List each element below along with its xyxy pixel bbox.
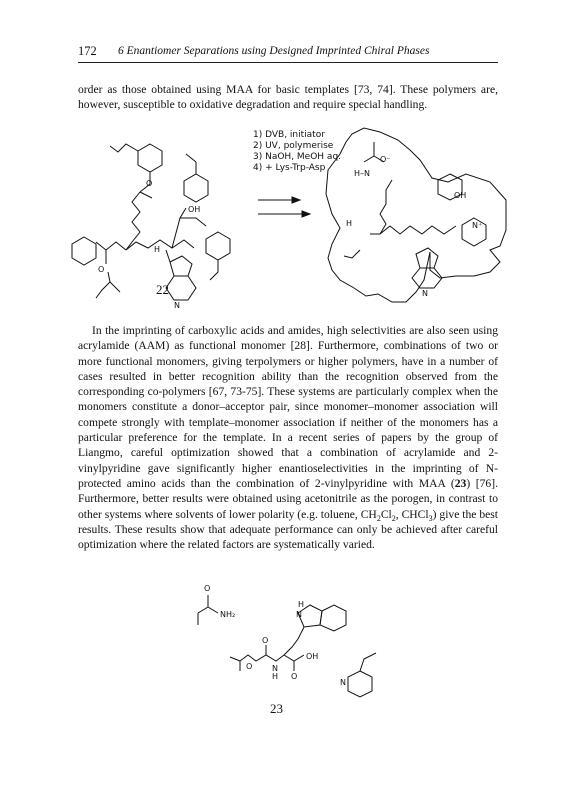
running-header bbox=[78, 44, 498, 63]
figure-23 bbox=[180, 575, 400, 715]
atom-label-oh: OH bbox=[188, 205, 201, 214]
compound-ref-23: 23 bbox=[454, 476, 467, 490]
vinylpyridine-structure bbox=[348, 653, 376, 697]
running-title: 6 Enantiomer Separations using Designed Imprinted Chiral Phases bbox=[118, 45, 430, 57]
compound-number-23: 23 bbox=[270, 701, 283, 716]
boc-chain bbox=[240, 655, 284, 661]
atom-label-h-cavity: H bbox=[346, 219, 353, 228]
pyridine-ring bbox=[348, 671, 372, 697]
backbone-chain bbox=[126, 192, 140, 250]
template-structure bbox=[72, 144, 230, 300]
peptide-left bbox=[96, 242, 126, 250]
paragraph-2-text-e: ) give the best results. These results show that adequate performance can only be achieved after careful optimization where the related factors are systematically varied. bbox=[78, 507, 499, 552]
subscript-1: 2 bbox=[376, 513, 381, 523]
paragraph-2-text-c: Cl bbox=[380, 507, 392, 521]
indole-link bbox=[166, 250, 170, 262]
label-oh: OH bbox=[306, 652, 319, 661]
pyridine-vinyl-group bbox=[360, 653, 376, 671]
indole-structure bbox=[284, 605, 346, 655]
label-boc-o: O bbox=[262, 636, 269, 645]
atom-label-o: O bbox=[146, 179, 153, 188]
indole-benzene bbox=[166, 276, 196, 300]
acrylamide-cn bbox=[208, 607, 218, 613]
subscript-2: 2 bbox=[391, 513, 396, 523]
pyridine-vinyl bbox=[210, 260, 218, 280]
carboxyl-bond bbox=[180, 218, 206, 226]
paragraph-2-text-a: In the imprinting of carboxylic acids and amides, high selectivities are also seen using acrylamide (AAM) as functional monomer [28]. Furthermore, combinations of two or more functional monomers, giving terpolymers or higher polymers, have in a number of cases resulted in better recognition ability than the recognition observed from the corresponding co-polymers [67, 73-75]. These systems are particularly complex when the monomers constitute a donor–acceptor pair, since monomer–monomer association will compete strongly with template–monomer association if neither of the monomers has a particular preference for the template. In a recent series of papers by the group of Liangmo, careful optimization showed that a combination of acrylamide and 2-vinylpyridine gave significantly higher enantioselectivities in the imprinting of N-protected amino acids than the combination of 2-vinylpyridine with MAA ( bbox=[78, 324, 498, 490]
paragraph-2-text-d: , CHCl bbox=[395, 507, 429, 521]
cavity-indole-benzene bbox=[412, 268, 442, 288]
paragraph-2 bbox=[78, 323, 498, 552]
vinyl-chain-top bbox=[110, 144, 138, 152]
subscript-3: 3 bbox=[428, 513, 433, 523]
condition-step-3: 3) NaOH, MeOH aq. bbox=[253, 152, 342, 162]
atom-label-o-minus: O⁻ bbox=[380, 155, 391, 164]
page-number: 172 bbox=[78, 44, 97, 58]
label-amide-h: H bbox=[272, 672, 279, 681]
benzene-ring-left bbox=[72, 237, 96, 265]
acid-chain bbox=[284, 655, 304, 661]
tbu-methyl-2 bbox=[230, 657, 240, 661]
atom-label-n-cavity-indole: N bbox=[422, 289, 428, 298]
ester-chain bbox=[96, 272, 110, 298]
label-o-acrylamide: O bbox=[204, 584, 211, 593]
reaction-arrows bbox=[258, 197, 310, 217]
label-nh2: NH₂ bbox=[220, 610, 236, 619]
arrow-upper-head bbox=[292, 197, 300, 203]
benzene-ring-top bbox=[138, 144, 162, 172]
atom-label-n-indole: N bbox=[174, 301, 180, 310]
paragraph-2-text-b: ) [76]. Furthermore, better results were obtained using acetonitrile as the porogen, in contrast to other systems where solvents of lower polarity (e.g. toluene, CH bbox=[78, 476, 498, 521]
condition-step-4: 4) + Lys-Trp-Asp bbox=[253, 163, 326, 173]
figure-23-drawing bbox=[180, 575, 400, 715]
imprinted-cavity bbox=[326, 128, 506, 302]
carbonyl-bond bbox=[140, 192, 152, 198]
label-indole-n: N bbox=[296, 610, 302, 619]
methyl-bond bbox=[110, 282, 120, 292]
label-pyridine-n: N bbox=[340, 678, 346, 687]
boc-amino-acid-structure bbox=[230, 645, 304, 671]
label-acid-o: O bbox=[291, 672, 298, 681]
cavity-ester bbox=[344, 250, 360, 258]
pyridine-ring-left bbox=[206, 232, 230, 260]
condition-step-2: 2) UV, polymerise bbox=[253, 141, 334, 151]
indole-ch2 bbox=[284, 627, 304, 655]
atom-label-oh-cavity: OH bbox=[454, 191, 467, 200]
compound-number-22: 22 bbox=[156, 282, 169, 297]
label-amide-n: N bbox=[272, 664, 278, 673]
atom-label-o-ester: O bbox=[98, 265, 105, 274]
benzene-ring-right bbox=[184, 174, 208, 202]
label-indole-h: H bbox=[298, 600, 305, 609]
paragraph-1: order as those obtained using MAA for basic templates [73, 74]. These polymers are, however, susceptible to oxidative degradation and require special handling. bbox=[78, 83, 498, 112]
atom-label-n-plus: N⁺ bbox=[472, 221, 483, 230]
indole-six-ring bbox=[320, 605, 346, 631]
indole-pyrrole bbox=[170, 256, 192, 276]
reaction-conditions bbox=[253, 130, 341, 174]
arrow-lower-head bbox=[302, 211, 310, 217]
vinyl-end bbox=[186, 154, 196, 162]
label-ester-o: O bbox=[246, 662, 253, 671]
atom-label-h-n: H–N bbox=[354, 169, 370, 178]
carboxylate-bond bbox=[364, 142, 374, 162]
cavity-outline bbox=[326, 128, 506, 302]
atom-label-h: H bbox=[154, 245, 161, 254]
reaction-scheme bbox=[70, 122, 510, 312]
aspartate-chain bbox=[172, 208, 186, 248]
condition-step-1: 1) DVB, initiator bbox=[253, 130, 325, 140]
acrylamide-cc bbox=[198, 607, 208, 613]
acrylamide-structure bbox=[198, 595, 218, 625]
